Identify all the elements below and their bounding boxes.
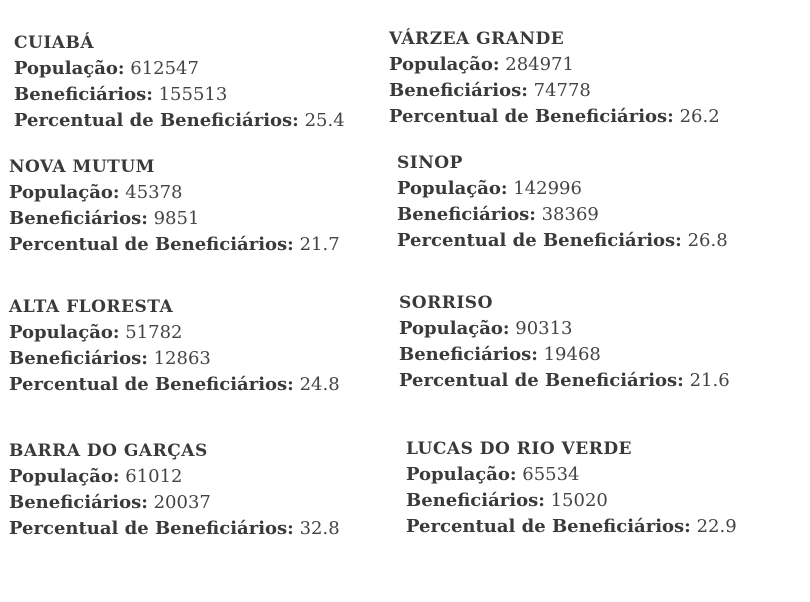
beneficiarios-label: Beneficiários: [9, 492, 148, 513]
populacao-line [9, 320, 340, 346]
beneficiarios-value: 12863 [153, 348, 211, 369]
populacao-label: População: [389, 54, 500, 75]
beneficiarios-line [9, 206, 340, 232]
populacao-line [397, 176, 728, 202]
percentual-line [397, 228, 728, 254]
populacao-value: 45378 [125, 182, 183, 203]
city-block-lucas-do-rio-verde [406, 436, 737, 540]
populacao-label: População: [406, 464, 517, 485]
populacao-label: População: [399, 318, 510, 339]
beneficiarios-line [406, 488, 737, 514]
percentual-line [406, 514, 737, 540]
percentual-value: 24.8 [299, 374, 340, 395]
percentual-label: Percentual de Beneficiários: [14, 110, 299, 131]
beneficiarios-value: 19468 [543, 344, 601, 365]
populacao-line [399, 316, 730, 342]
beneficiarios-line [389, 78, 720, 104]
percentual-value: 26.2 [679, 106, 720, 127]
percentual-value: 26.8 [687, 230, 728, 251]
populacao-line [9, 180, 340, 206]
beneficiarios-value: 20037 [153, 492, 211, 513]
city-name: SORRISO [399, 293, 493, 313]
city-name: VÁRZEA GRANDE [389, 29, 565, 49]
percentual-value: 25.4 [304, 110, 345, 131]
populacao-label: População: [9, 466, 120, 487]
beneficiarios-label: Beneficiários: [14, 84, 153, 105]
percentual-label: Percentual de Beneficiários: [9, 234, 294, 255]
populacao-value: 90313 [515, 318, 573, 339]
percentual-label: Percentual de Beneficiários: [389, 106, 674, 127]
populacao-value: 142996 [513, 178, 582, 199]
percentual-label: Percentual de Beneficiários: [397, 230, 682, 251]
populacao-label: População: [9, 322, 120, 343]
beneficiarios-line [14, 82, 345, 108]
beneficiarios-value: 15020 [550, 490, 608, 511]
beneficiarios-line [9, 490, 340, 516]
percentual-label: Percentual de Beneficiários: [9, 374, 294, 395]
percentual-line [399, 368, 730, 394]
beneficiarios-line [397, 202, 728, 228]
percentual-label: Percentual de Beneficiários: [406, 516, 691, 537]
percentual-value: 21.7 [299, 234, 340, 255]
populacao-line [389, 52, 720, 78]
percentual-line [9, 232, 340, 258]
beneficiarios-label: Beneficiários: [9, 208, 148, 229]
city-block-barra-do-garcas [9, 438, 340, 542]
city-name: NOVA MUTUM [9, 157, 155, 177]
city-name: SINOP [397, 153, 463, 173]
percentual-line [14, 108, 345, 134]
beneficiarios-label: Beneficiários: [397, 204, 536, 225]
beneficiarios-line [399, 342, 730, 368]
city-block-cuiaba [14, 30, 345, 134]
city-block-nova-mutum [9, 154, 340, 258]
populacao-value: 65534 [522, 464, 580, 485]
populacao-label: População: [14, 58, 125, 79]
populacao-value: 612547 [130, 58, 199, 79]
populacao-line [14, 56, 345, 82]
city-block-varzea-grande [389, 26, 720, 130]
percentual-value: 32.8 [299, 518, 340, 539]
city-block-sorriso [399, 290, 730, 394]
percentual-value: 21.6 [689, 370, 730, 391]
percentual-line [9, 516, 340, 542]
percentual-label: Percentual de Beneficiários: [9, 518, 294, 539]
beneficiarios-value: 74778 [533, 80, 591, 101]
beneficiarios-value: 9851 [153, 208, 200, 229]
percentual-line [389, 104, 720, 130]
city-block-sinop [397, 150, 728, 254]
beneficiarios-label: Beneficiários: [389, 80, 528, 101]
populacao-label: População: [397, 178, 508, 199]
populacao-value: 284971 [505, 54, 574, 75]
populacao-value: 51782 [125, 322, 183, 343]
beneficiarios-value: 155513 [158, 84, 228, 105]
populacao-label: População: [9, 182, 120, 203]
percentual-line [9, 372, 340, 398]
city-name: ALTA FLORESTA [9, 297, 174, 317]
populacao-line [406, 462, 737, 488]
beneficiarios-value: 38369 [541, 204, 599, 225]
percentual-label: Percentual de Beneficiários: [399, 370, 684, 391]
city-block-alta-floresta [9, 294, 340, 398]
city-name: BARRA DO GARÇAS [9, 441, 208, 461]
city-name: LUCAS DO RIO VERDE [406, 439, 633, 459]
populacao-value: 61012 [125, 466, 183, 487]
beneficiarios-label: Beneficiários: [406, 490, 545, 511]
percentual-value: 22.9 [696, 516, 737, 537]
populacao-line [9, 464, 340, 490]
city-name: CUIABÁ [14, 33, 95, 53]
beneficiarios-label: Beneficiários: [399, 344, 538, 365]
beneficiarios-label: Beneficiários: [9, 348, 148, 369]
beneficiarios-line [9, 346, 340, 372]
